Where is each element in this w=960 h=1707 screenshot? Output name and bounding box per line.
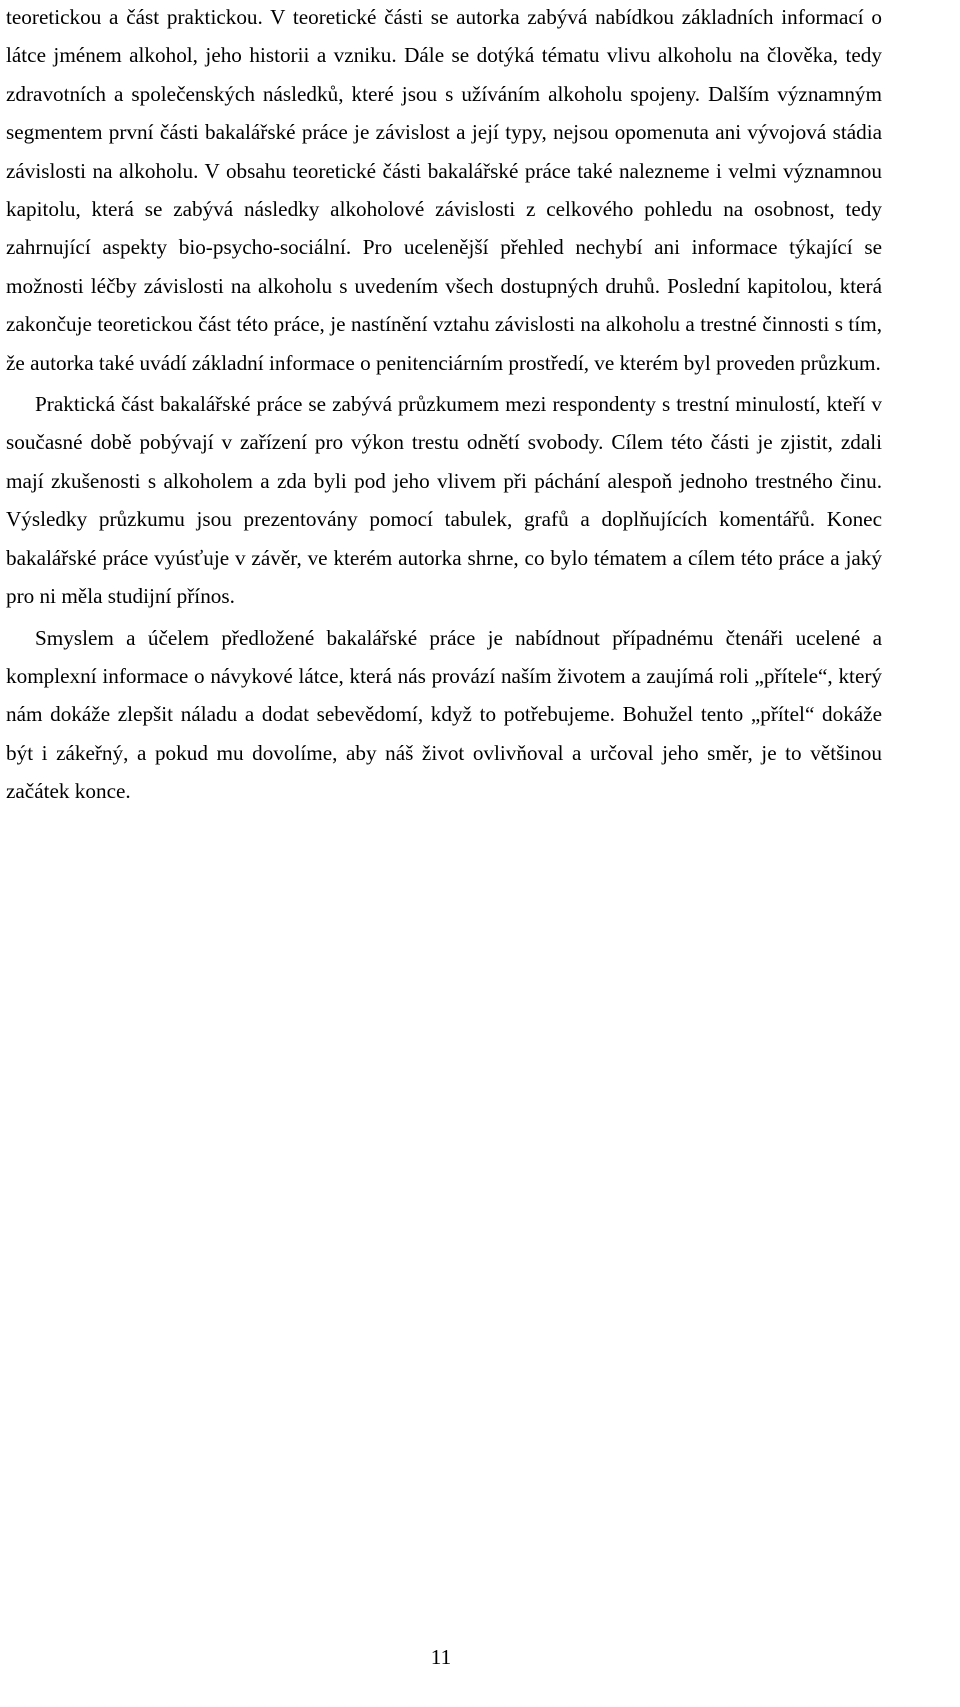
page-number: 11	[430, 1645, 452, 1669]
paragraph-intro-continuation: teoretickou a část praktickou. V teoretické části se autorka zabývá nabídkou základních informací o látce jménem alkohol, jeho historii a vzniku. Dále se dotýká tématu vlivu alkoholu na člověka, tedy zdravotních a společenských následků, které jsou s užíváním alkoholu spojeny. Dalším významným segmentem první části bakalářské práce je závislost a její typy, nejsou opomenuta ani vývojová stádia závislosti na alkoholu. V obsahu teoretické části bakalářské práce také nalezneme i velmi významnou kapitolu, která se zabývá následky alkoholové závislosti z celkového pohledu na osobnost, tedy zahrnující aspekty bio-psycho-sociální. Pro ucelenější přehled nechybí ani informace týkající se možnosti léčby závislosti na alkoholu s uvedením všech dostupných druhů. Poslední kapitolou, která zakončuje teoretickou část této práce, je nastínění vztahu závislosti na alkoholu a trestné činnosti s tím, že autorka také uvádí základní informace o penitenciárním prostředí, ve kterém byl proveden průzkum.	[6, 5, 882, 375]
body-text	[6, 0, 882, 811]
paragraph-purpose: Smyslem a účelem předložené bakalářské práce je nabídnout případnému čtenáři ucelené a komplexní informace o návykové látce, která nás provází naším životem a zaujímá roli „přítele“, který nám dokáže zlepšit náladu a dodat sebevědomí, když to potřebujeme. Bohužel tento „přítel“ dokáže být i zákeřný, a pokud mu dovolíme, aby náš život ovlivňoval a určoval jeho směr, je to většinou začátek konce.	[6, 625, 882, 804]
paragraph-practical-part: Praktická část bakalářské práce se zabývá průzkumem mezi respondenty s trestní minulostí, kteří v současné době pobývají v zařízení pro výkon trestu odnětí svobody. Cílem této části je zjistit, zdali mají zkušenosti s alkoholem a zda byli pod jeho vlivem při páchání alespoň jednoho trestného činu. Výsledky průzkumu jsou prezentovány pomocí tabulek, grafů a doplňujících komentářů. Konec bakalářské práce vyúsťuje v závěr, ve kterém autorka shrne, co bylo tématem a cílem této práce a jaký pro ni měla studijní přínos.	[6, 392, 882, 609]
